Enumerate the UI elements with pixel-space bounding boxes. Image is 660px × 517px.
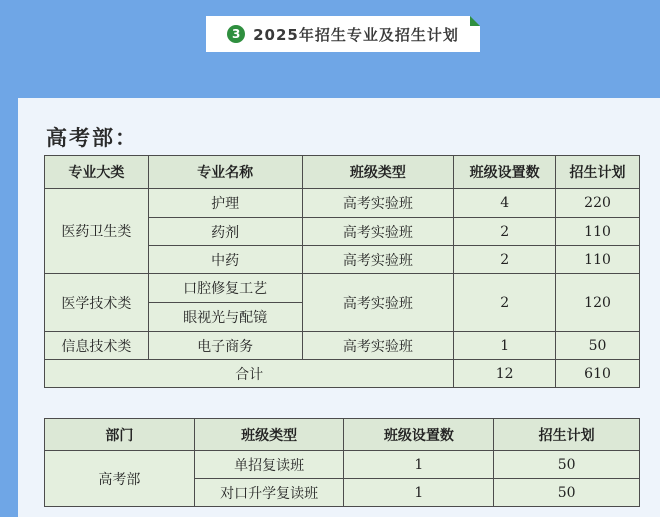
major-cell: 眼视光与配镜: [148, 303, 302, 332]
plan-cell: 220: [556, 189, 640, 218]
plan-cell: 50: [494, 479, 640, 507]
total-plan: 610: [556, 360, 640, 388]
total-label: 合计: [45, 360, 454, 388]
column-header: 班级设置数: [454, 156, 556, 189]
table-row: [45, 451, 640, 479]
column-header: 招生计划: [556, 156, 640, 189]
corner-fold-icon: [470, 16, 480, 26]
major-cell: 护理: [148, 189, 302, 218]
column-header: 招生计划: [494, 419, 640, 451]
major-cell: 药剂: [148, 218, 302, 246]
count-cell: 2: [454, 218, 556, 246]
repeat-class-table: [44, 418, 640, 507]
plan-cell: 50: [494, 451, 640, 479]
category-cell: 医学技术类: [45, 274, 149, 332]
column-header: 班级设置数: [344, 419, 494, 451]
column-header: 部门: [45, 419, 195, 451]
category-cell: 信息技术类: [45, 332, 149, 360]
major-cell: 口腔修复工艺: [148, 274, 302, 303]
class-type-cell: 高考实验班: [302, 246, 454, 274]
class-type-cell: 高考实验班: [302, 274, 454, 332]
class-type-cell: 高考实验班: [302, 332, 454, 360]
count-cell: 1: [454, 332, 556, 360]
table-header-row: [45, 419, 640, 451]
table-row: [45, 189, 640, 218]
department-cell: 高考部: [45, 451, 195, 507]
class-type-cell: 单招复读班: [194, 451, 344, 479]
plan-cell: 110: [556, 218, 640, 246]
plan-cell: 50: [556, 332, 640, 360]
number-badge: 3: [227, 25, 245, 43]
column-header: 班级类型: [302, 156, 454, 189]
table-row: [45, 332, 640, 360]
count-cell: 4: [454, 189, 556, 218]
plan-cell: 120: [556, 274, 640, 332]
class-type-cell: 对口升学复读班: [194, 479, 344, 507]
column-header: 专业大类: [45, 156, 149, 189]
plan-cell: 110: [556, 246, 640, 274]
major-cell: 电子商务: [148, 332, 302, 360]
table-header-row: [45, 156, 640, 189]
category-cell: 医药卫生类: [45, 189, 149, 274]
count-cell: 2: [454, 246, 556, 274]
table-row: [45, 274, 640, 303]
enrollment-table: [44, 155, 640, 388]
section-title: 高考部：: [46, 125, 138, 150]
count-cell: 1: [344, 451, 494, 479]
column-header: 专业名称: [148, 156, 302, 189]
class-type-cell: 高考实验班: [302, 218, 454, 246]
left-strip: [0, 98, 18, 517]
count-cell: 2: [454, 274, 556, 332]
header-title: 2025年招生专业及招生计划: [253, 25, 459, 44]
class-type-cell: 高考实验班: [302, 189, 454, 218]
total-row: [45, 360, 640, 388]
major-cell: 中药: [148, 246, 302, 274]
count-cell: 1: [344, 479, 494, 507]
column-header: 班级类型: [194, 419, 344, 451]
total-count: 12: [454, 360, 556, 388]
section-header-tag: [206, 16, 480, 52]
